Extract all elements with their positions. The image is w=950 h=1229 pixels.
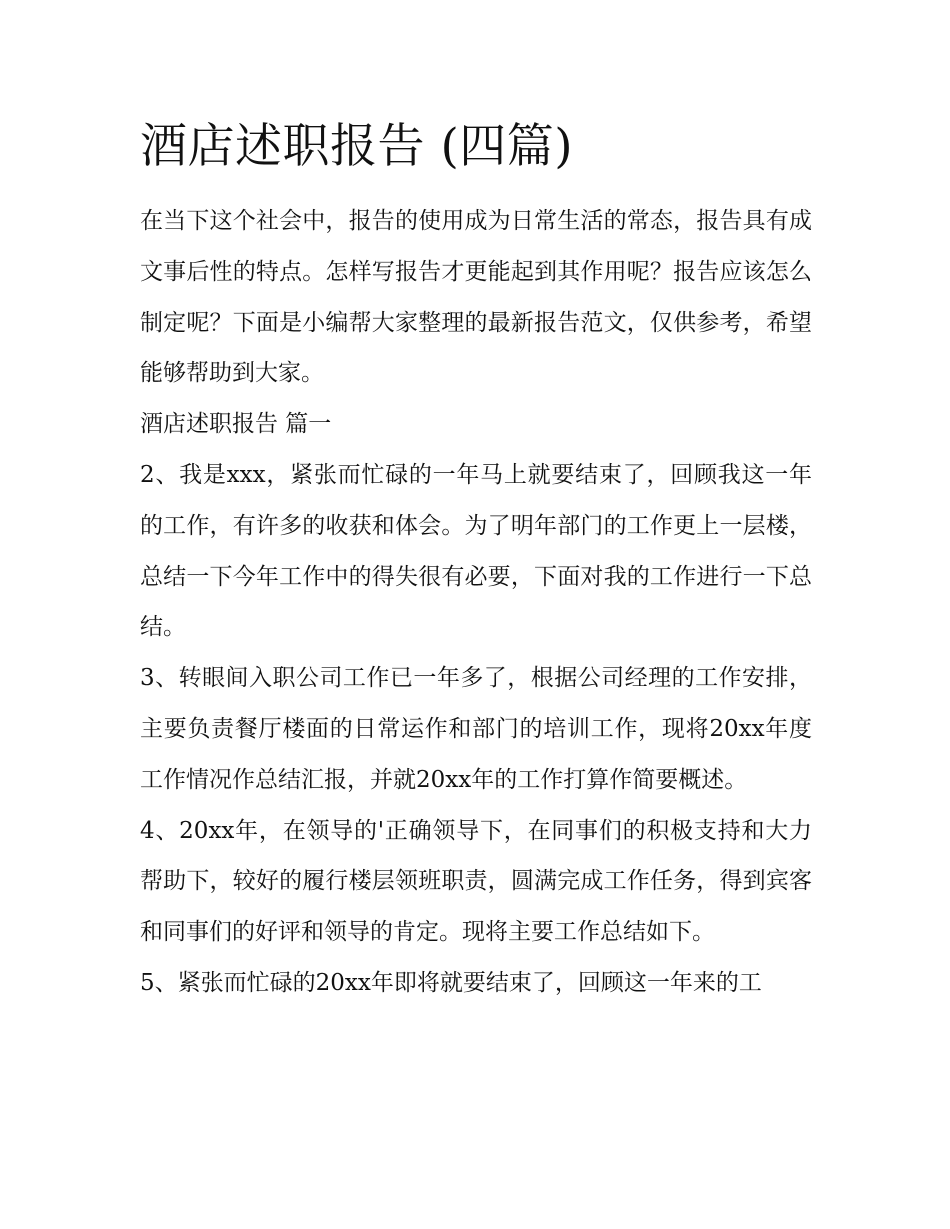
paragraph-4: 4、20xx年，在领导的'正确领导下，在同事们的积极支持和大力帮助下，较好的履行楼层领班职责，圆满完成工作任务，得到宾客和同事们的好评和领导的肯定。现将主要工作总结如下。 bbox=[140, 817, 812, 946]
paragraph-3: 3、转眼间入职公司工作已一年多了，根据公司经理的工作安排，主要负责餐厅楼面的日常运作和部门的培训工作，现将20xx年度工作情况作总结汇报，并就20xx年的工作打算作简要概述。 bbox=[140, 665, 812, 793]
document-page bbox=[140, 112, 812, 1009]
intro-paragraph: 在当下这个社会中，报告的使用成为日常生活的常态，报告具有成文事后性的特点。怎样写报告才更能起到其作用呢？报告应该怎么制定呢？下面是小编帮大家整理的最新报告范文，仅供参考，希望能够帮助到大家。 bbox=[140, 208, 812, 387]
document-title: 酒店述职报告 (四篇) bbox=[140, 119, 574, 174]
paragraph-2: 2、我是xxx，紧张而忙碌的一年马上就要结束了，回顾我这一年的工作，有许多的收获和体会。为了明年部门的工作更上一层楼，总结一下今年工作中的得失很有必要，下面对我的工作进行一下总结。 bbox=[140, 461, 812, 641]
section-heading: 酒店述职报告 篇一 bbox=[140, 411, 332, 438]
paragraph-5: 5、紧张而忙碌的20xx年即将就要结束了，回顾这一年来的工 bbox=[140, 969, 762, 996]
